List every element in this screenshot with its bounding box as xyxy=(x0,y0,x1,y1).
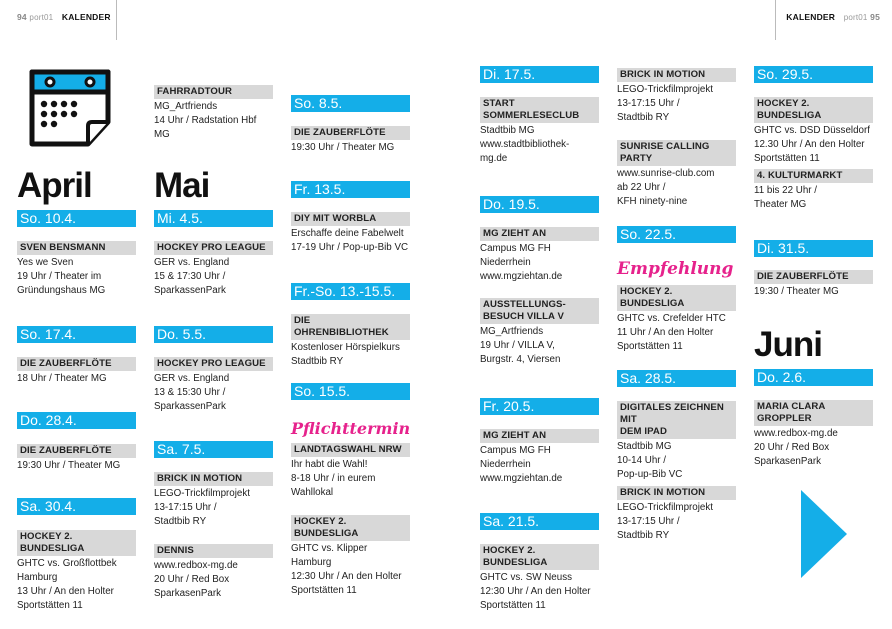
event-details: Campus MG FH Niederrhein www.mgziehtan.de xyxy=(480,445,563,484)
event-title: LANDTAGSWAHL NRW xyxy=(291,443,410,457)
empfehlung-tag: Empfehlung xyxy=(617,259,734,279)
event-title: HOCKEY 2. BUNDESLIGA xyxy=(754,97,873,123)
date-bar: Sa. 30.4. xyxy=(17,498,136,515)
event-title: BRICK IN MOTION xyxy=(617,68,736,82)
magazine-name-right: port01 xyxy=(843,13,868,22)
date-bar: Mi. 4.5. xyxy=(154,210,273,227)
event-details: www.redbox-mg.de 20 Uhr / Red Box SparkasenPark xyxy=(154,560,238,599)
event-title: DIE ZAUBERFLÖTE xyxy=(17,357,136,371)
event-title: HOCKEY PRO LEAGUE xyxy=(154,357,273,371)
event-details: GER vs. England 13 & 15:30 Uhr / SparkassenPark xyxy=(154,373,230,412)
date-bar: Do. 19.5. xyxy=(480,196,599,213)
event-details: MG_Artfriends 19 Uhr / VILLA V, Burgstr. 4, Viersen xyxy=(480,326,561,365)
section-title-right: KALENDER xyxy=(786,12,836,22)
event-entry xyxy=(154,472,273,529)
event-details: 19:30 Uhr / Theater MG xyxy=(17,460,121,471)
event-entry xyxy=(754,169,873,212)
event-details: www.sunrise-club.com ab 22 Uhr / KFH ninety-nine xyxy=(617,168,715,207)
event-title: HOCKEY 2. BUNDESLIGA xyxy=(480,544,599,570)
event-details: LEGO-Trickfilmprojekt 13-17:15 Uhr / Stadtbib RY xyxy=(617,84,713,123)
date-bar: So. 29.5. xyxy=(754,66,873,83)
event-entry xyxy=(754,97,873,166)
header-left xyxy=(17,12,111,22)
event-entry xyxy=(480,97,599,166)
event-details: 11 bis 22 Uhr / Theater MG xyxy=(754,185,817,210)
event-title: FAHRRADTOUR xyxy=(154,85,273,99)
date-bar: So. 8.5. xyxy=(291,95,410,112)
event-entry xyxy=(754,400,873,469)
date-bar: Sa. 28.5. xyxy=(617,370,736,387)
date-bar: Fr. 20.5. xyxy=(480,398,599,415)
event-entry xyxy=(154,85,273,142)
event-entry xyxy=(754,270,873,299)
event-title: HOCKEY 2. BUNDESLIGA xyxy=(17,530,136,556)
event-entry xyxy=(617,401,736,482)
magazine-name-left: port01 xyxy=(29,13,54,22)
event-title: DIE ZAUBERFLÖTE xyxy=(754,270,873,284)
date-bar: Sa. 7.5. xyxy=(154,441,273,458)
event-details: LEGO-Trickfilmprojekt 13-17:15 Uhr / Stadtbib RY xyxy=(154,488,250,527)
section-title-left: KALENDER xyxy=(61,12,111,22)
date-bar: Do. 2.6. xyxy=(754,369,873,386)
date-bar: So. 22.5. xyxy=(617,226,736,243)
event-title: HOCKEY PRO LEAGUE xyxy=(154,241,273,255)
event-details: GHTC vs. Klipper Hamburg 12:30 Uhr / An den Holter Sportstätten 11 xyxy=(291,543,402,596)
event-details: Campus MG FH Niederrhein www.mgziehtan.de xyxy=(480,243,563,282)
header-right xyxy=(786,12,880,22)
header-divider-left xyxy=(116,0,117,40)
event-entry xyxy=(617,140,736,209)
event-details: Ihr habt die Wahl! 8-18 Uhr / in eurem Wahllokal xyxy=(291,459,376,498)
event-details: MG_Artfriends 14 Uhr / Radstation Hbf MG xyxy=(154,101,257,140)
event-title: HOCKEY 2. BUNDESLIGA xyxy=(291,515,410,541)
event-entry xyxy=(17,530,136,613)
month-heading-april: April xyxy=(17,166,92,205)
month-heading-juni: Juni xyxy=(754,325,822,364)
event-title: 4. KULTURMARKT xyxy=(754,169,873,183)
date-bar: So. 10.4. xyxy=(17,210,136,227)
date-bar: Sa. 21.5. xyxy=(480,513,599,530)
event-entry xyxy=(154,544,273,601)
event-details: GHTC vs. DSD Düsseldorf 12.30 Uhr / An den Holter Sportstätten 11 xyxy=(754,125,870,164)
event-details: Yes we Sven 19 Uhr / Theater im Gründungshaus MG xyxy=(17,257,106,296)
event-title: DIE OHRENBIBLIOTHEK xyxy=(291,314,410,340)
header-divider-right xyxy=(775,0,776,40)
event-entry xyxy=(17,241,136,298)
event-details: Erschaffe deine Fabelwelt 17-19 Uhr / Pop-up-Bib VC xyxy=(291,228,409,253)
event-title: AUSSTELLUNGS- BESUCH VILLA V xyxy=(480,298,599,324)
page-number-right: 95 xyxy=(870,12,880,22)
event-entry xyxy=(480,429,599,486)
event-title: MG ZIEHT AN xyxy=(480,429,599,443)
event-title: MG ZIEHT AN xyxy=(480,227,599,241)
event-entry xyxy=(617,68,736,125)
event-details: LEGO-Trickfilmprojekt 13-17:15 Uhr / Stadtbib RY xyxy=(617,502,713,541)
event-details: 19:30 / Theater MG xyxy=(754,286,839,297)
event-entry xyxy=(480,298,599,367)
event-title: DIGITALES ZEICHNEN MIT DEM IPAD xyxy=(617,401,736,439)
event-title: SUNRISE CALLING PARTY xyxy=(617,140,736,166)
event-entry xyxy=(291,314,410,369)
page-number-left: 94 xyxy=(17,12,27,22)
event-entry xyxy=(154,241,273,298)
event-title: START SOMMERLESECLUB xyxy=(480,97,599,123)
event-entry xyxy=(17,357,136,386)
event-entry xyxy=(291,126,410,155)
event-entry xyxy=(291,212,410,255)
event-details: GHTC vs. SW Neuss 12:30 Uhr / An den Holter Sportstätten 11 xyxy=(480,572,591,611)
date-bar: Di. 17.5. xyxy=(480,66,599,83)
calendar-icon xyxy=(26,64,114,148)
event-title: DIY MIT WORBLA xyxy=(291,212,410,226)
date-bar: Di. 31.5. xyxy=(754,240,873,257)
event-title: DIE ZAUBERFLÖTE xyxy=(17,444,136,458)
event-entry xyxy=(17,444,136,473)
event-details: Stadtbib MG www.stadtbibliothek- mg.de xyxy=(480,125,570,164)
event-title: DENNIS xyxy=(154,544,273,558)
event-entry xyxy=(617,486,736,543)
event-details: www.redbox-mg.de 20 Uhr / Red Box SparkasenPark xyxy=(754,428,838,467)
date-bar: Do. 28.4. xyxy=(17,412,136,429)
event-entry xyxy=(617,285,736,354)
date-bar: So. 15.5. xyxy=(291,383,410,400)
event-title: BRICK IN MOTION xyxy=(154,472,273,486)
date-bar: So. 17.4. xyxy=(17,326,136,343)
event-details: 18 Uhr / Theater MG xyxy=(17,373,107,384)
event-title: SVEN BENSMANN xyxy=(17,241,136,255)
event-entry xyxy=(480,227,599,284)
event-entry xyxy=(154,357,273,414)
event-details: GHTC vs. Großflottbek Hamburg 13 Uhr / An den Holter Sportstätten 11 xyxy=(17,558,117,611)
month-heading-mai: Mai xyxy=(154,166,210,205)
event-title: DIE ZAUBERFLÖTE xyxy=(291,126,410,140)
event-title: HOCKEY 2. BUNDESLIGA xyxy=(617,285,736,311)
event-details: Kostenloser Hörspielkurs Stadtbib RY xyxy=(291,342,400,367)
play-arrow-icon[interactable] xyxy=(801,490,847,578)
date-bar: Fr. 13.5. xyxy=(291,181,410,198)
pflichttermin-tag: Pflichttermin xyxy=(291,419,411,438)
event-entry xyxy=(291,443,410,500)
event-title: MARIA CLARA GROPPLER xyxy=(754,400,873,426)
event-details: Stadtbib MG 10-14 Uhr / Pop-up-Bib VC xyxy=(617,441,683,480)
event-title: BRICK IN MOTION xyxy=(617,486,736,500)
date-bar: Do. 5.5. xyxy=(154,326,273,343)
event-details: GHTC vs. Crefelder HTC 11 Uhr / An den Holter Sportstätten 11 xyxy=(617,313,726,352)
event-details: GER vs. England 15 & 17:30 Uhr / SparkassenPark xyxy=(154,257,230,296)
event-entry xyxy=(291,515,410,598)
event-entry xyxy=(480,544,599,613)
date-bar: Fr.-So. 13.-15.5. xyxy=(291,283,410,300)
event-details: 19:30 Uhr / Theater MG xyxy=(291,142,395,153)
